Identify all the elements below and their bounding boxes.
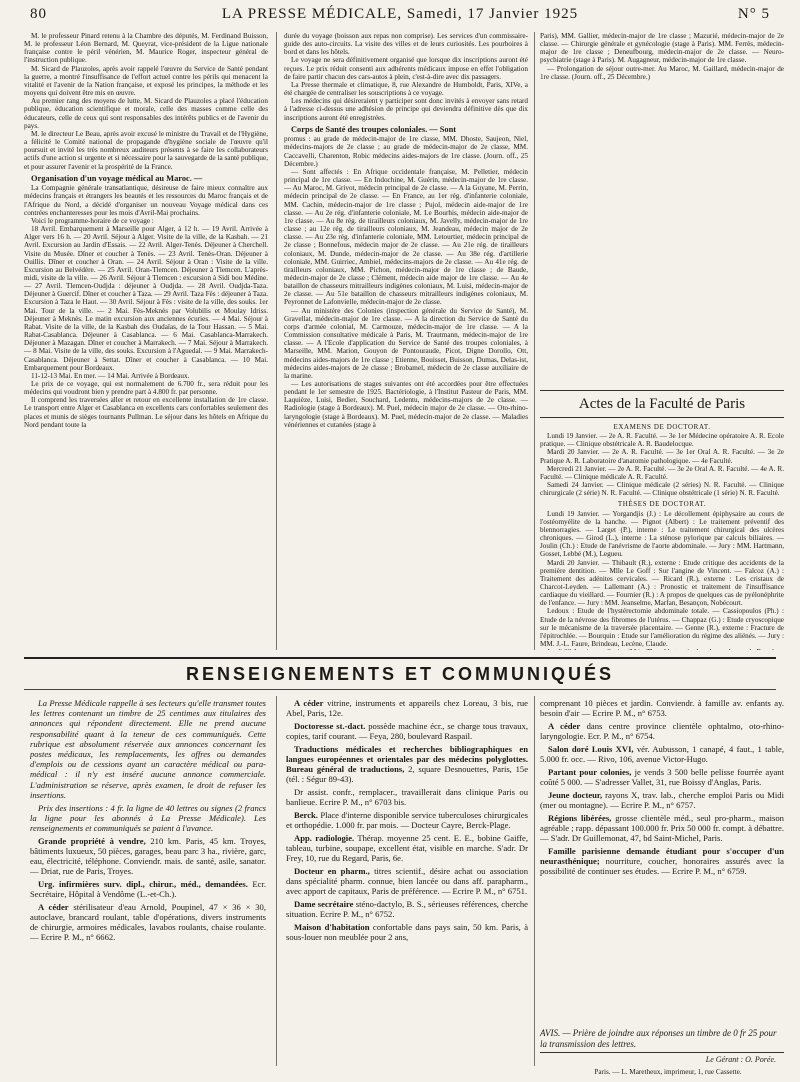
classified-ad: [286, 833, 528, 864]
article-paragraph: durée du voyage (boisson aux repas non comprise). Les services d'un commissaire-guide des auto-circuits. La visite des villes et de leurs curiosités. Les pourboires à bord et dans les hôtels.: [284, 32, 528, 57]
ad-lead: App. radiologie.: [294, 832, 355, 843]
article-paragraph: M. Sicard de Plauzoles, après avoir rappelé l'œuvre du Service de Santé pendant la guerre, a montré l'insuffisance de l'effort actuel contre les périls qui menacent la vitalité et l'avenir de la Nation française, et exposé les principes, la méthode et les moyens qui doivent être mis en œuvre.: [24, 64, 268, 98]
column-3-faculte: [540, 420, 784, 650]
article-paragraph: Lundi 19 Janvier. — Yorgandjis (J.) : Le décollement épiphysaire au cours de l'ostéomyélite de la hanche. — Pignot (Albert) : Le traitement préventif des blennorragies. — Larget (P.), interne : Le traitement chirurgical des ulcères chroniques. — Girod (L.), interne : La sténose pylorique par calculs biliaires. — Joulin (Ch.) : Etude de l'anévrisme de l'aorte abdominale. — Jury : MM. Hartmann, Gosset, Lebbé (M.), Legueu.: [540, 509, 784, 559]
ads-column-3: [540, 698, 784, 1026]
classified-ad: [286, 744, 528, 785]
classified-ad: [30, 902, 266, 943]
ad-text: Dr assist. confr., remplacer., travaillerait dans clinique Paris ou banlieue. Ecrire P. M., n° 6703 bis.: [286, 787, 528, 808]
column-divider: [534, 696, 535, 1066]
ads-column-1: [30, 698, 266, 1078]
column-2: [284, 32, 528, 650]
ad-lead: Maison d'habitation: [294, 922, 370, 933]
ad-lead: Doctoresse st.-dact.: [294, 720, 366, 731]
ad-lead: A céder: [294, 698, 324, 708]
column-1: [24, 32, 268, 650]
article-paragraph: Paris), MM. Gallier, médecin-major de 1re classe ; Mazurié, médecin-major de 2e classe. — Chirurgie générale et gynécologie (stage à Paris). MM. Ferrès, médecin-major de 1re classe ; Deneufbourg, médecin-major de 2e classe. — Neuro-psychiatrie (stage à Paris). M. Augagneur, médecin-major de 1re classe.: [540, 32, 784, 65]
section-heading: Organisation d'un voyage médical au Maroc. —: [31, 173, 203, 183]
classified-ad: [286, 899, 528, 919]
classified-ad: [540, 790, 784, 810]
ad-lead: A céder: [38, 901, 69, 912]
article-paragraph: Ledoux : Etude de l'hystérectomie abdominale totale. — Cassiopoulos (Ph.) : Etude de la névrose des fibromes de l'utérus. — Chappaz (G.) : Etude cryoscopique sur le mécanisme de la traversée placentaire. — Genne (R.), externe : Fracture de l'épitrochlée. — Bourquin : Etude sur l'amélioration du régime des aliénés. — Jury : MM. J.-L. Faure, Brindeau, Lecène, Claude.: [540, 607, 784, 649]
article-paragraph: La Compagnie générale transatlantique, désireuse de faire mieux connaître aux médecins français et étrangers les beautés et les ressources du Maroc français et de l'Afrique du Nord, a décidé d'organiser un nouveau Voyage médical dans ces contrées enchanteresses pour les mois d'Avril-Mai prochains.: [24, 184, 268, 217]
ad-text: vitrine, instruments et appareils chez Loreau, 3 bis, rue Abel, Paris, 12e.: [286, 698, 528, 719]
ad-lead: Famille parisienne demande étudiant pour s'occuper d'un neurasthénique;: [540, 845, 784, 866]
column-divider: [276, 32, 277, 650]
article-paragraph: Le prix de ce voyage, qui est normalement de 6.700 fr., sera réduit pour les médecins qui voudront bien y prendre part à 4.800 fr. par personne.: [24, 380, 268, 397]
printer-line: Paris. — L. Maretheux, imprimeur, 1, rue Cassette.: [594, 1068, 742, 1076]
article-paragraph: [540, 648, 784, 650]
ad-lead: A céder: [548, 720, 581, 731]
ad-lead: Docteur en pharm.,: [294, 866, 370, 877]
ad-text: nourriture, coucher, honoraires assurés avec la possibilité de continuer ses études. — Ecrire P. M., n° 6759.: [540, 855, 784, 877]
classified-ad: [540, 744, 784, 764]
ad-text: rayons X, trav. lab., cherche emploi Paris ou Midi (mer ou montagne). — Ecrire P. M., n° 6757.: [540, 789, 784, 810]
ad-text: titres scientif., désire achat ou association dans spécialité pharm. connue, bien lancée ou dans aff. parapharm., avec apport de capitaux, Paris de préférence. — Ecrire P. M., n° 6751.: [286, 866, 528, 897]
ad-text: Prix des insertions : 4 fr. la ligne de 40 lettres ou signes (2 francs la ligne pour les abonnés à La Presse Médicale). Les renseignements et communiqués se paient à l'avance.: [30, 802, 266, 833]
avis-notice: AVIS. — Prière de joindre aux réponses un timbre de 0 fr 25 pour la transmission des lettres.: [540, 1028, 784, 1053]
classified-ad: [540, 767, 784, 787]
ad-lead: Grande propriété à vendre,: [38, 835, 146, 846]
classified-ad: [540, 698, 784, 718]
ad-text: confortable dans pays sain, 50 km. Paris, à sous-louer non meublée pour 2 ans,: [286, 922, 528, 943]
article-paragraph: La Presse thermale et climatique, 8, rue Alexandre de Humboldt, Paris, XIVe, a été chargée de centraliser les souscriptions à ce voyage.: [284, 80, 528, 98]
ad-lead: Urg. infirmières surv. dipl., chirur., méd., demandées.: [38, 878, 248, 889]
classified-ad: [286, 922, 528, 942]
classified-ad: [540, 721, 784, 741]
faculte-title: Actes de la Faculté de Paris: [540, 390, 784, 418]
ad-text: Thérap. moyenne 25 cent. E. E., bobine Gaiffe, tableau, turbine, soupape, excellent état, visible en marche. S'adr. Dr Frey, 10, rue du Regard, Paris, 6e.: [286, 832, 528, 864]
article-paragraph: — Au ministère des Colonies (inspection générale du Service de Santé), M. Gravellat, médecin-major de 1re classe. — A la direction du Service de Santé du corps d'armée colonial, M. Carmouze, médecin-major de 1re classe. — A la Commission consultative médicale à Paris, M. Trautmann, médecin-major de 1re classe. — A l'Ecole d'application du Service de Santé des troupes coloniales, à Marseille, MM. Marion, Gouyon de Pontouraude, Picot, Digne Dorollo, Ott, médecins aides-majors de 1re classe ; Etienne, Bouisset, Buisson, Dumas, Delas-ist, médecins aides-majors de 2e classe ; Brobamel, médecin de 2e classe auxiliaire de la marine.: [284, 306, 528, 380]
subsection-heading: THÈSES DE DOCTORAT.: [617, 500, 707, 509]
article-paragraph: Mercredi 21 Janvier. — 2e A. R. Faculté. — 3e 2e Oral A. R. Faculté. — 4e A. R. Faculté. — Clinique médicale A. R. Faculté.: [540, 464, 784, 481]
ad-text: comprenant 10 pièces et jardin. Conviendr. à famille av. enfants ay. besoin d'air — Ecrire P. M., n° 6753.: [540, 698, 784, 719]
article-paragraph: Le voyage ne sera définitivement organisé que lorsque dix inscriptions auront été reçues. Le prix réduit consenti aux adhérents médicaux impose en effet l'obligation de faire partir chacun des cars-autos à plein, c'est-à-dire avec dix passagers.: [284, 56, 528, 81]
article-paragraph: — Prolongation de séjour outre-mer. Au Maroc, M. Gaillard, médecin-major de 1re classe. (Journ. off., 25 Décembre.): [540, 64, 784, 81]
article-paragraph: Les médecins qui désireraient y participer sont donc invités à envoyer sans retard à l'adresse ci-dessus une adhésion de principe qui deviendra définitive dès que dix inscriptions auront été enregistrées.: [284, 97, 528, 122]
ad-text: possède machine écr., se charge tous travaux, copies, tarif courant. — Feya, 280, boulevard Raspail.: [286, 720, 528, 742]
journal-title: LA PRESSE MÉDICALE, Samedi, 17 Janvier 1925: [221, 6, 579, 22]
classified-ad: [540, 813, 784, 844]
ad-text: je vends 3 500 belle pelisse fourrée ayant coûté 5 000. — S'adresser Vallet, 31, rue Boissy d'Anglas, Paris.: [540, 766, 784, 787]
article-paragraph: Voici le programme-horaire de ce voyage :: [31, 216, 154, 225]
classified-ad: [540, 846, 784, 877]
ad-lead: Partant pour colonies,: [548, 766, 632, 777]
article-paragraph: M. le directeur Le Beau, après avoir excusé le ministre du Travail et de l'Hygiène, a félicité le Comité national de propagande d'hygiène sociale de l'œuvre qu'il poursuit et invité les très nombreux auditeurs présents à se faire les collaborateurs actifs d'une action si urgente et si nécessaire pour la sauvegarde de la santé publique, et pour assurer l'avenir et la prospérité de la France.: [24, 129, 268, 171]
ad-lead: Dame secrétaire: [294, 899, 354, 910]
ad-text: dans centre province clientèle ophtalmo, oto-rhino-laryngologie. Ecr. P. M., n° 6754.: [540, 720, 784, 742]
ad-text: Ecr. Secrétaire, Hôpital à Vendôme (L.-et-Ch.).: [30, 878, 266, 900]
classified-ad: [286, 698, 528, 718]
column-divider: [534, 32, 535, 650]
ad-text: La Presse Médicale rappelle à ses lecteurs qu'elle transmet toutes les lettres contenant un timbre de 25 centimes aux titulaires des annonces qui répondent directement. Elle ne prend aucune responsabilité quant à la teneur de ces communiqués. Cette rubrique est absolument réservée aux annonces concernant les postes médicaux, les remplacements, les offres ou demandes d'emplois ou de cessions ayant un caractère médical ou para-médical : il n'y est inséré aucune annonce commerciale. L'administration se réserve, après examen, le droit de refuser les insertions.: [30, 698, 266, 800]
classified-ad: [30, 879, 266, 899]
classified-ad: [286, 810, 528, 830]
ads-column-2: [286, 698, 528, 1078]
page-number: 80: [30, 6, 47, 22]
classified-ad: [30, 836, 266, 877]
article-paragraph: Au premier rang des moyens de lutte, M. Sicard de Plauzoles a placé l'éducation publique, éducation scientifique et morale, celle des masses comme celle des éducateurs, celle de ceux qui sont responsables des intérêts publics et de l'avenir du pays.: [24, 97, 268, 130]
classified-ad: [286, 866, 528, 897]
subsection-heading: EXAMENS DE DOCTORAT.: [613, 423, 711, 431]
classified-ad: [30, 803, 266, 834]
ad-lead: Berck.: [294, 810, 318, 821]
classified-ad: [286, 721, 528, 741]
classified-ad: [30, 698, 266, 800]
article-paragraph: promus : au grade de médecin-major de 1re classe, MM. Dhoste, Saujeon, Niel, médecins-majors de 2e classe ; au grade de médecin-major de 2e classe, MM. Caccavelli, Charenton, Robic médecins aides-majors de 1re classe. (Journ. off., 25 Décembre.): [284, 135, 528, 168]
gerant-line: Le Gérant : O. Porée.: [705, 1055, 776, 1064]
ad-lead: Régions libérées,: [548, 812, 612, 823]
ad-text: grosse clientèle méd., seul pro-pharm., maison agréable ; rapp. dépassant 100.000 fr. Prix 50 000 fr. compt. à débattre. — S'adr. Dr Guillemonat, 47, bd Saint-Michel, Paris.: [540, 812, 784, 843]
ad-text: 2, square Desnouettes, Paris, 15e (tél. : Ségur 89-43).: [286, 764, 528, 785]
ad-text: sténo-dactylo, B. S., sérieuses références, cherche situation. Ecrire P. M., n° 6752.: [286, 899, 528, 920]
article-paragraph: M. le professeur Pinard retenu à la Chambre des députés, M. Ferdinand Buisson, M. le professeur Léon Bernard, M. Queyrat, vice-président de la Ligue nationale française contre le péril vénérien, M. Maurice Roger, inspecteur général de l'instruction publique.: [24, 32, 268, 65]
issue-number: N° 5: [737, 6, 770, 22]
ad-lead: Salon doré Louis XVI,: [548, 743, 634, 754]
article-paragraph: 18 Avril. Embarquement à Marseille pour Alger, à 12 h. — 19 Avril. Arrivée à Alger vers 16 h. — 20 Avril. Séjour à Alger. Visite de la ville, de la Kasbah. — 21 Avril. Excursion au Jardin d'Essais. — 22 Avril. Alger-Tenès. Déjeuner à Cherchell. Visite du Musée. Dîner et coucher à Tenès. — 23 Avril. Tenès-Oran. Déjeuner à Ouillis. Dîner et coucher à Oran. — 24 Avril. Séjour à Oran : Visite de la ville. Excursion au Belvédère. — 25 Avril. Oran-Tlemcen. Déjeuner à Tlemcen. L'après-midi, visite de la ville. — 26 Avril. Séjour à Tlemcen : excursion à Sidi bou Médine. — 27 Avril. Tlemcen-Oudjda : déjeuner à Oudjda. — 28 Avril. Oudjda-Taza. Déjeuner à Guercif. Dîner et coucher à Taza. — 29 Avril. Taza Fès : déjeuner à Taza. Excursion à Taza le Haut. — 30 Avril. Séjour à Fès : visite de la ville, des souks. 1er Mai. Tour de la ville. — 2 Mai. Fès-Meknès par Volubilis et Moulay Idriss. Déjeuner à Meknès. Le matin excursion aux anciennes écuries. — 4 Mai. Séjour à Rabat. Visite de la ville, de la Kasbah des Oudaïas, de la Tour Hassan. — 5 Mai. Rabat-Casablanca. Déjeuner à Casablanca. — 6 Mai. Casablanca-Marrakech. Déjeuner à Mazagan. Dîner et coucher à Marrakech. — 7 Mai. Séjour à Marrakech. — 8 Mai. Visite de la ville, des souks. Excursion à l'Aguedal. — 9 Mai. Marrakech-Casablanca. Déjeuner à Settat. Dîner et coucher à Casablanca. — 10 Mai. Embarquement pour Bordeaux.: [24, 225, 268, 372]
section-heading: Corps de Santé des troupes coloniales. — Sont: [291, 124, 457, 134]
article-paragraph: — Sont affectés : En Afrique occidentale française, M. Pelletier, médecin principal de 1re classe. — En Indochine, M. Guérin, médecin-major de 1re classe. — Au Maroc, M. Grivot, médecin principal de 2e classe. — A la Guyane, M. Perrin, médecin principal de 2e classe. — En France, au 1er rég. d'infanterie coloniale, MM. Cachin, médecin-major de 1re classe ; Pujol, médecin aide-major de 1re classe. — Au 2e rég. d'infanterie coloniale, M. Le Bourhis, médecin aide-major de 1re classe. — Au 8e rég. de tirailleurs coloniaux, M. Javelly, médecin-major de 1re classe ; au 12e rég. de tirailleurs coloniaux, M. Jeandeau, médecin major de 2e classe. — Au 23e rég. d'infanterie coloniale, MM. Letourtier, médecin principal de 2e classe ; Bonnefous, médecin major de 2e classe. — Au 21e rég. de tirailleurs coloniaux, M. Dunde, médecin-major de 2e classe. — Au 38e rég. d'artillerie coloniale, MM. Guirriec, Ambiel, médecins-majors de 2e classe. — Au 41e rég. de tirailleurs coloniaux, MM. Pichon, médecin-major de 1re classe ; de Baude, médecin-major de 2e classe ; Clément, médecin aide major de 1re classe. — Au 4e bataillon de chasseurs mitrailleurs indigènes coloniaux, M. Luisi, médecin-major de 2e classe. — Au 51e bataillon de chasseurs mitrailleurs indigènes coloniaux, M. Peyronnet de Lafonvielle, médecin-major de 2e classe.: [284, 167, 528, 307]
ad-text: vér. Aubusson, 1 canapé, 4 faut., 1 table, 5.000 fr. occ. — Rivo, 106, avenue Victor-Hugo.: [540, 743, 784, 765]
article-paragraph: Mardi 20 Janvier. — 2e A. R. Faculté. — 3e 1er Oral A. R. Faculté. — 3e 2e Pratique A. R. Laboratoire d'anatomie pathologique. — 4e Faculté.: [540, 448, 784, 465]
article-paragraph: Il comprend les traversées aller et retour en excellente installation de 1re classe. Le transport entre Alger et Casablanca en excellents cars confortables seulement des places et munis de sièges tournants Pullman. Le séjour dans les hôtels en Afrique du Nord pendant toute la: [24, 396, 268, 429]
ad-text: Place d'interne disponible service tuberculoses chirurgicales et orthopédie. 1.000 fr. par mois. — Docteur Cayre, Berck-Plage.: [286, 810, 528, 831]
article-paragraph: Samedi 24 Janvier. — Clinique médicale (2 séries) N. R. Faculté. — Clinique chirurgicale (2 série) N. R. Faculté. — Clinique obstétricale (1 série) N. R. Faculté.: [540, 481, 784, 498]
ad-text: stérilisateur d'eau Arnold, Poupinel, 47 × 36 × 30, autoclave, brancard roulant, table d'opérations, divers instruments de chirurgie, armoires médicales, lavabos roulants, chaise roulante. — Ecrire P. M., n° 6662.: [30, 901, 266, 943]
classified-ad: [286, 787, 528, 807]
column-divider: [276, 696, 277, 1066]
article-paragraph: Mardi 20 Janvier. — Thibault (R.), externe : Etude critique des accidents de la première dentition. — Mlle Le Goff : Sur l'angine de Vincent. — Falcoz (A.) : Traitement des adénites cervicales. — Ricard (R.), externe : Les cristaux de Charcot-Leyden. — Lallemant (A.) : Pronostic et traitement de l'insuffisance cardiaque du vieillard. — Fournier (R.) : A propos de quelques cas de pyélonéphrite de l'enfance. — Jury : MM. Jeanselme, Marfan, Besançon, Nobécourt.: [540, 558, 784, 608]
ad-lead: Jeune docteur,: [548, 789, 603, 800]
page-header: [24, 4, 776, 28]
column-3-top: [540, 32, 784, 386]
article-paragraph: Lundi 19 Janvier. — 2e A. R. Faculté. — 3e 1er Médecine opératoire A. R. Ecole pratique. — Clinique obstétricale A. R. Baudelocque.: [540, 432, 784, 449]
ad-lead: Traductions médicales et recherches bibliographiques en langues européennes et orientales par des médecins polyglottes. Bureau général de traductions,: [286, 743, 528, 775]
ad-text: 210 km. Paris, 45 km. Troyes, bâtiments luxueux, 50 pièces, garages, beau parc 3 ha., rivière, garc, eau, électricité, téléphone. Conviendr. mais. de santé, asile, sanator. — Driat, rue de Paris, Troyes.: [30, 835, 266, 877]
article-paragraph: — Les autorisations de stages suivantes ont été accordées pour être effectuées pendant le 1er semestre de 1925. Bactériologie, à l'Institut Pasteur de Paris, MM. Laquièze, Luisi, Bedier, Souchard, Ledentu, médecins-majors de 2e classe. — Radiologie (stage à Bordeaux). M. Puel, médecin major de 2e classe. — Oto-rhino-laryngologie (stage à Bordeaux). M. Puel, médecin-major de 2e classe. — Maladies vénériennes et cutanées (stage à: [284, 380, 528, 429]
article-paragraph: 11-12-13 Mai. En mer. — 14 Mai. Arrivée à Bordeaux.: [31, 371, 190, 380]
section-banner: RENSEIGNEMENTS ET COMMUNIQUÉS: [24, 657, 776, 690]
